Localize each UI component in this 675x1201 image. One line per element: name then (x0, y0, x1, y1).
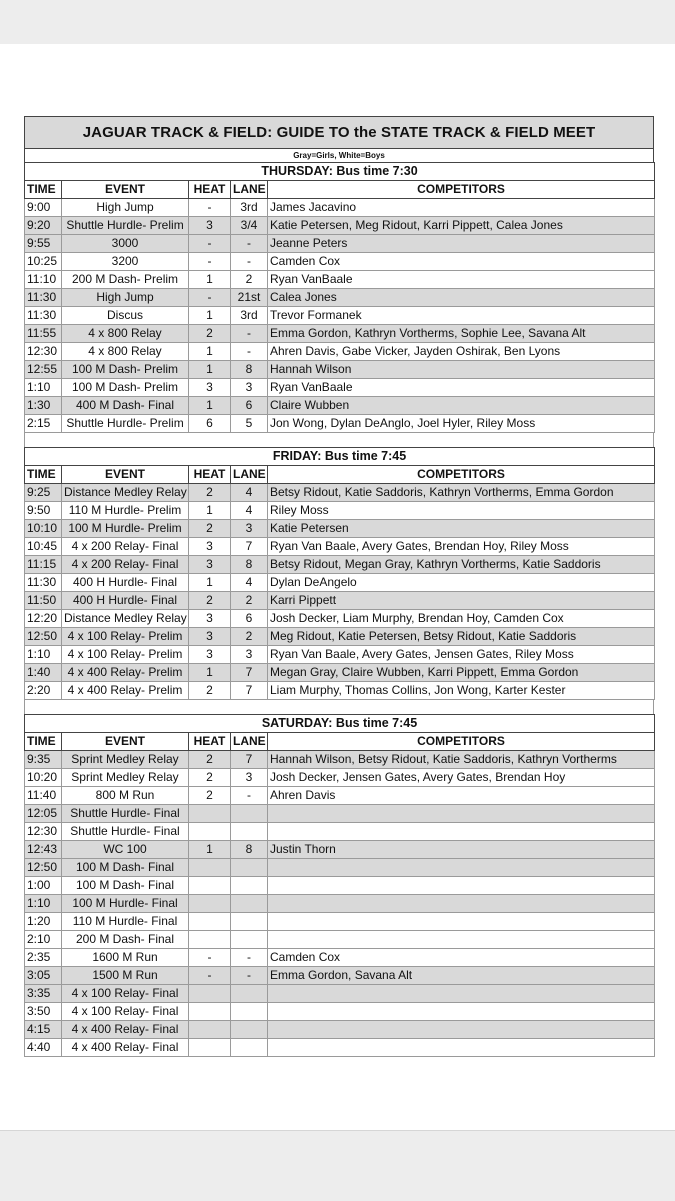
cell-competitors: Camden Cox (268, 949, 655, 967)
cell-event: 3000 (62, 235, 189, 253)
cell-heat: 3 (189, 556, 231, 574)
cell-lane: - (231, 253, 268, 271)
cell-heat: 2 (189, 769, 231, 787)
cell-event: 4 x 100 Relay- Prelim (62, 646, 189, 664)
cell-lane (231, 823, 268, 841)
cell-competitors: Trevor Formanek (268, 307, 655, 325)
cell-heat: 2 (189, 787, 231, 805)
cell-lane: 3rd (231, 199, 268, 217)
cell-event: Distance Medley Relay (62, 610, 189, 628)
cell-competitors: Hannah Wilson (268, 361, 655, 379)
column-header-row (25, 466, 655, 484)
table-row (25, 628, 655, 646)
cell-competitors: Ryan Van Baale, Avery Gates, Brendan Hoy, Riley Moss (268, 538, 655, 556)
cell-time: 9:00 (25, 199, 62, 217)
column-header-lane: LANE (231, 181, 268, 199)
cell-time: 9:20 (25, 217, 62, 235)
table-row (25, 415, 655, 433)
day-table (24, 714, 655, 1057)
cell-event: High Jump (62, 199, 189, 217)
cell-competitors: James Jacavino (268, 199, 655, 217)
table-row (25, 397, 655, 415)
cell-heat: 1 (189, 361, 231, 379)
cell-heat: 1 (189, 307, 231, 325)
column-header-competitors: COMPETITORS (268, 733, 655, 751)
cell-event: 4 x 100 Relay- Prelim (62, 628, 189, 646)
cell-event: 110 M Hurdle- Final (62, 913, 189, 931)
cell-lane: - (231, 967, 268, 985)
cell-lane (231, 877, 268, 895)
cell-time: 12:20 (25, 610, 62, 628)
cell-event: 200 M Dash- Final (62, 931, 189, 949)
table-row (25, 520, 655, 538)
cell-lane: 8 (231, 556, 268, 574)
cell-time: 3:50 (25, 1003, 62, 1021)
cell-time: 11:30 (25, 574, 62, 592)
cell-lane (231, 895, 268, 913)
cell-time: 12:43 (25, 841, 62, 859)
cell-event: 400 H Hurdle- Final (62, 592, 189, 610)
cell-time: 3:05 (25, 967, 62, 985)
cell-competitors: Camden Cox (268, 253, 655, 271)
day-table (24, 162, 655, 433)
cell-heat: 2 (189, 484, 231, 502)
cell-event: 3200 (62, 253, 189, 271)
cell-heat: 2 (189, 592, 231, 610)
cell-competitors (268, 895, 655, 913)
cell-time: 3:35 (25, 985, 62, 1003)
cell-event: 4 x 400 Relay- Prelim (62, 682, 189, 700)
column-header-heat: HEAT (189, 181, 231, 199)
column-header-competitors: COMPETITORS (268, 466, 655, 484)
cell-heat (189, 1003, 231, 1021)
cell-event: 4 x 400 Relay- Final (62, 1039, 189, 1057)
cell-competitors (268, 1021, 655, 1039)
cell-heat: 1 (189, 841, 231, 859)
cell-time: 1:30 (25, 397, 62, 415)
cell-heat (189, 805, 231, 823)
cell-lane: 3 (231, 646, 268, 664)
cell-competitors: Claire Wubben (268, 397, 655, 415)
cell-heat (189, 823, 231, 841)
cell-heat (189, 1039, 231, 1057)
cell-event: Sprint Medley Relay (62, 751, 189, 769)
cell-lane (231, 1021, 268, 1039)
cell-event: 100 M Dash- Prelim (62, 379, 189, 397)
cell-heat: 3 (189, 610, 231, 628)
cell-time: 1:00 (25, 877, 62, 895)
cell-lane: 2 (231, 271, 268, 289)
cell-event: Distance Medley Relay (62, 484, 189, 502)
cell-lane (231, 931, 268, 949)
cell-heat: 1 (189, 502, 231, 520)
table-row (25, 610, 655, 628)
cell-heat: 2 (189, 682, 231, 700)
table-row (25, 646, 655, 664)
cell-time: 2:10 (25, 931, 62, 949)
cell-competitors: Emma Gordon, Savana Alt (268, 967, 655, 985)
cell-heat: 1 (189, 397, 231, 415)
column-header-heat: HEAT (189, 733, 231, 751)
cell-lane: - (231, 325, 268, 343)
cell-event: 200 M Dash- Prelim (62, 271, 189, 289)
cell-lane: 4 (231, 502, 268, 520)
cell-lane: - (231, 343, 268, 361)
bottom-bar (0, 1130, 675, 1201)
cell-time: 9:25 (25, 484, 62, 502)
cell-competitors (268, 913, 655, 931)
cell-time: 11:40 (25, 787, 62, 805)
table-row (25, 769, 655, 787)
cell-competitors: Emma Gordon, Kathryn Vortherms, Sophie Lee, Savana Alt (268, 325, 655, 343)
table-row (25, 325, 655, 343)
cell-event: 4 x 100 Relay- Final (62, 985, 189, 1003)
cell-event: WC 100 (62, 841, 189, 859)
cell-time: 11:55 (25, 325, 62, 343)
cell-heat: 2 (189, 325, 231, 343)
cell-competitors (268, 805, 655, 823)
table-row (25, 895, 655, 913)
day-title: FRIDAY: Bus time 7:45 (25, 448, 655, 466)
cell-time: 10:45 (25, 538, 62, 556)
table-row (25, 1021, 655, 1039)
cell-event: 4 x 100 Relay- Final (62, 1003, 189, 1021)
document-title: JAGUAR TRACK & FIELD: GUIDE TO the STATE TRACK & FIELD MEET (24, 116, 654, 148)
cell-time: 9:35 (25, 751, 62, 769)
table-row (25, 913, 655, 931)
table-row (25, 805, 655, 823)
cell-competitors: Hannah Wilson, Betsy Ridout, Katie Saddoris, Kathryn Vortherms (268, 751, 655, 769)
day-spacer (24, 433, 654, 447)
cell-heat: - (189, 289, 231, 307)
table-row (25, 253, 655, 271)
cell-heat (189, 913, 231, 931)
cell-competitors: Katie Petersen (268, 520, 655, 538)
cell-time: 1:40 (25, 664, 62, 682)
cell-competitors: Megan Gray, Claire Wubben, Karri Pippett, Emma Gordon (268, 664, 655, 682)
table-row (25, 967, 655, 985)
column-header-lane: LANE (231, 466, 268, 484)
cell-event: 100 M Dash- Final (62, 877, 189, 895)
top-bar (0, 0, 675, 44)
cell-lane (231, 859, 268, 877)
table-row (25, 484, 655, 502)
table-row (25, 271, 655, 289)
cell-lane: 4 (231, 484, 268, 502)
cell-lane: 7 (231, 664, 268, 682)
cell-lane: 7 (231, 538, 268, 556)
cell-event: 4 x 400 Relay- Prelim (62, 664, 189, 682)
cell-event: 4 x 200 Relay- Final (62, 538, 189, 556)
cell-heat: 1 (189, 664, 231, 682)
cell-event: 4 x 800 Relay (62, 343, 189, 361)
table-row (25, 556, 655, 574)
cell-event: Shuttle Hurdle- Final (62, 805, 189, 823)
table-row (25, 217, 655, 235)
cell-time: 2:35 (25, 949, 62, 967)
cell-heat (189, 859, 231, 877)
cell-lane: 6 (231, 397, 268, 415)
cell-lane: 3 (231, 520, 268, 538)
cell-heat: 3 (189, 538, 231, 556)
table-row (25, 823, 655, 841)
table-row (25, 787, 655, 805)
cell-time: 4:40 (25, 1039, 62, 1057)
cell-event: Discus (62, 307, 189, 325)
cell-time: 4:15 (25, 1021, 62, 1039)
cell-time: 10:20 (25, 769, 62, 787)
cell-competitors (268, 859, 655, 877)
cell-lane: 3/4 (231, 217, 268, 235)
cell-time: 1:20 (25, 913, 62, 931)
table-row (25, 1003, 655, 1021)
color-legend: Gray=Girls, White=Boys (24, 148, 654, 162)
table-row (25, 574, 655, 592)
cell-time: 11:50 (25, 592, 62, 610)
cell-heat: 3 (189, 646, 231, 664)
day-spacer (24, 700, 654, 714)
cell-competitors: Ryan VanBaale (268, 271, 655, 289)
cell-lane: 3 (231, 379, 268, 397)
cell-event: 1500 M Run (62, 967, 189, 985)
cell-lane: 5 (231, 415, 268, 433)
cell-lane: 7 (231, 682, 268, 700)
day-title: SATURDAY: Bus time 7:45 (25, 715, 655, 733)
cell-heat (189, 931, 231, 949)
cell-event: 4 x 400 Relay- Final (62, 1021, 189, 1039)
table-row (25, 343, 655, 361)
cell-competitors: Josh Decker, Liam Murphy, Brendan Hoy, Camden Cox (268, 610, 655, 628)
day-title: THURSDAY: Bus time 7:30 (25, 163, 655, 181)
cell-competitors (268, 1039, 655, 1057)
cell-heat: 1 (189, 343, 231, 361)
table-row (25, 931, 655, 949)
table-row (25, 592, 655, 610)
cell-event: Shuttle Hurdle- Prelim (62, 217, 189, 235)
cell-event: 400 M Dash- Final (62, 397, 189, 415)
table-row (25, 199, 655, 217)
cell-competitors: Meg Ridout, Katie Petersen, Betsy Ridout, Katie Saddoris (268, 628, 655, 646)
cell-heat: 1 (189, 574, 231, 592)
cell-heat (189, 895, 231, 913)
table-row (25, 235, 655, 253)
table-row (25, 985, 655, 1003)
table-row (25, 502, 655, 520)
cell-competitors: Justin Thorn (268, 841, 655, 859)
column-header-time: TIME (25, 733, 62, 751)
cell-heat: - (189, 235, 231, 253)
cell-time: 12:30 (25, 823, 62, 841)
column-header-competitors: COMPETITORS (268, 181, 655, 199)
cell-time: 1:10 (25, 646, 62, 664)
cell-event: 400 H Hurdle- Final (62, 574, 189, 592)
cell-lane: 4 (231, 574, 268, 592)
cell-time: 1:10 (25, 895, 62, 913)
table-row (25, 664, 655, 682)
cell-time: 9:50 (25, 502, 62, 520)
table-row (25, 379, 655, 397)
cell-time: 12:50 (25, 859, 62, 877)
cell-heat (189, 985, 231, 1003)
cell-competitors: Riley Moss (268, 502, 655, 520)
cell-heat: - (189, 199, 231, 217)
cell-time: 11:10 (25, 271, 62, 289)
cell-event: 4 x 200 Relay- Final (62, 556, 189, 574)
cell-time: 12:55 (25, 361, 62, 379)
cell-lane: 6 (231, 610, 268, 628)
cell-competitors: Jon Wong, Dylan DeAnglo, Joel Hyler, Riley Moss (268, 415, 655, 433)
cell-lane (231, 985, 268, 1003)
column-header-time: TIME (25, 466, 62, 484)
cell-event: 4 x 800 Relay (62, 325, 189, 343)
cell-heat: - (189, 253, 231, 271)
cell-heat: 3 (189, 379, 231, 397)
cell-heat: - (189, 967, 231, 985)
cell-heat (189, 1021, 231, 1039)
cell-time: 11:30 (25, 289, 62, 307)
table-row (25, 289, 655, 307)
column-header-event: EVENT (62, 733, 189, 751)
cell-competitors: Jeanne Peters (268, 235, 655, 253)
column-header-time: TIME (25, 181, 62, 199)
cell-competitors: Ahren Davis, Gabe Vicker, Jayden Oshirak, Ben Lyons (268, 343, 655, 361)
cell-competitors: Ahren Davis (268, 787, 655, 805)
cell-event: 100 M Dash- Final (62, 859, 189, 877)
cell-event: Sprint Medley Relay (62, 769, 189, 787)
cell-heat: - (189, 949, 231, 967)
cell-competitors: Ryan VanBaale (268, 379, 655, 397)
table-row (25, 682, 655, 700)
cell-competitors: Dylan DeAngelo (268, 574, 655, 592)
cell-time: 12:30 (25, 343, 62, 361)
cell-lane (231, 805, 268, 823)
column-header-lane: LANE (231, 733, 268, 751)
cell-event: Shuttle Hurdle- Prelim (62, 415, 189, 433)
cell-event: 100 M Dash- Prelim (62, 361, 189, 379)
cell-competitors: Katie Petersen, Meg Ridout, Karri Pippett, Calea Jones (268, 217, 655, 235)
cell-time: 2:20 (25, 682, 62, 700)
cell-event: High Jump (62, 289, 189, 307)
cell-heat: 6 (189, 415, 231, 433)
column-header-row (25, 733, 655, 751)
cell-lane: 3 (231, 769, 268, 787)
column-header-event: EVENT (62, 181, 189, 199)
days-container (24, 162, 654, 1057)
cell-heat: 2 (189, 520, 231, 538)
cell-competitors: Liam Murphy, Thomas Collins, Jon Wong, Karter Kester (268, 682, 655, 700)
table-row (25, 877, 655, 895)
cell-time: 12:50 (25, 628, 62, 646)
table-row (25, 751, 655, 769)
cell-heat: 3 (189, 628, 231, 646)
cell-lane: - (231, 235, 268, 253)
cell-competitors (268, 931, 655, 949)
table-row (25, 307, 655, 325)
cell-event: 1600 M Run (62, 949, 189, 967)
cell-heat (189, 877, 231, 895)
cell-lane (231, 1039, 268, 1057)
table-row (25, 859, 655, 877)
cell-competitors: Betsy Ridout, Megan Gray, Kathryn Vortherms, Katie Saddoris (268, 556, 655, 574)
cell-lane (231, 913, 268, 931)
cell-event: 110 M Hurdle- Prelim (62, 502, 189, 520)
cell-competitors (268, 823, 655, 841)
day-table (24, 447, 655, 700)
cell-time: 11:30 (25, 307, 62, 325)
cell-competitors: Ryan Van Baale, Avery Gates, Jensen Gates, Riley Moss (268, 646, 655, 664)
cell-lane: 7 (231, 751, 268, 769)
cell-time: 2:15 (25, 415, 62, 433)
cell-time: 10:10 (25, 520, 62, 538)
cell-event: 800 M Run (62, 787, 189, 805)
cell-lane: 2 (231, 628, 268, 646)
cell-time: 9:55 (25, 235, 62, 253)
column-header-row (25, 181, 655, 199)
cell-competitors (268, 877, 655, 895)
cell-competitors: Josh Decker, Jensen Gates, Avery Gates, Brendan Hoy (268, 769, 655, 787)
cell-event: 100 M Hurdle- Prelim (62, 520, 189, 538)
cell-lane (231, 1003, 268, 1021)
cell-competitors: Karri Pippett (268, 592, 655, 610)
cell-event: Shuttle Hurdle- Final (62, 823, 189, 841)
cell-lane: 8 (231, 361, 268, 379)
cell-time: 11:15 (25, 556, 62, 574)
cell-heat: 3 (189, 217, 231, 235)
table-row (25, 538, 655, 556)
cell-lane: 3rd (231, 307, 268, 325)
column-header-event: EVENT (62, 466, 189, 484)
table-row (25, 841, 655, 859)
table-row (25, 361, 655, 379)
cell-competitors (268, 1003, 655, 1021)
cell-heat: 2 (189, 751, 231, 769)
cell-lane: - (231, 787, 268, 805)
cell-time: 10:25 (25, 253, 62, 271)
table-row (25, 949, 655, 967)
cell-competitors: Betsy Ridout, Katie Saddoris, Kathryn Vortherms, Emma Gordon (268, 484, 655, 502)
cell-lane: - (231, 949, 268, 967)
cell-competitors (268, 985, 655, 1003)
schedule-document (24, 116, 654, 1057)
cell-event: 100 M Hurdle- Final (62, 895, 189, 913)
table-row (25, 1039, 655, 1057)
cell-competitors: Calea Jones (268, 289, 655, 307)
cell-lane: 8 (231, 841, 268, 859)
cell-lane: 2 (231, 592, 268, 610)
cell-time: 1:10 (25, 379, 62, 397)
cell-heat: 1 (189, 271, 231, 289)
cell-time: 12:05 (25, 805, 62, 823)
cell-lane: 21st (231, 289, 268, 307)
column-header-heat: HEAT (189, 466, 231, 484)
